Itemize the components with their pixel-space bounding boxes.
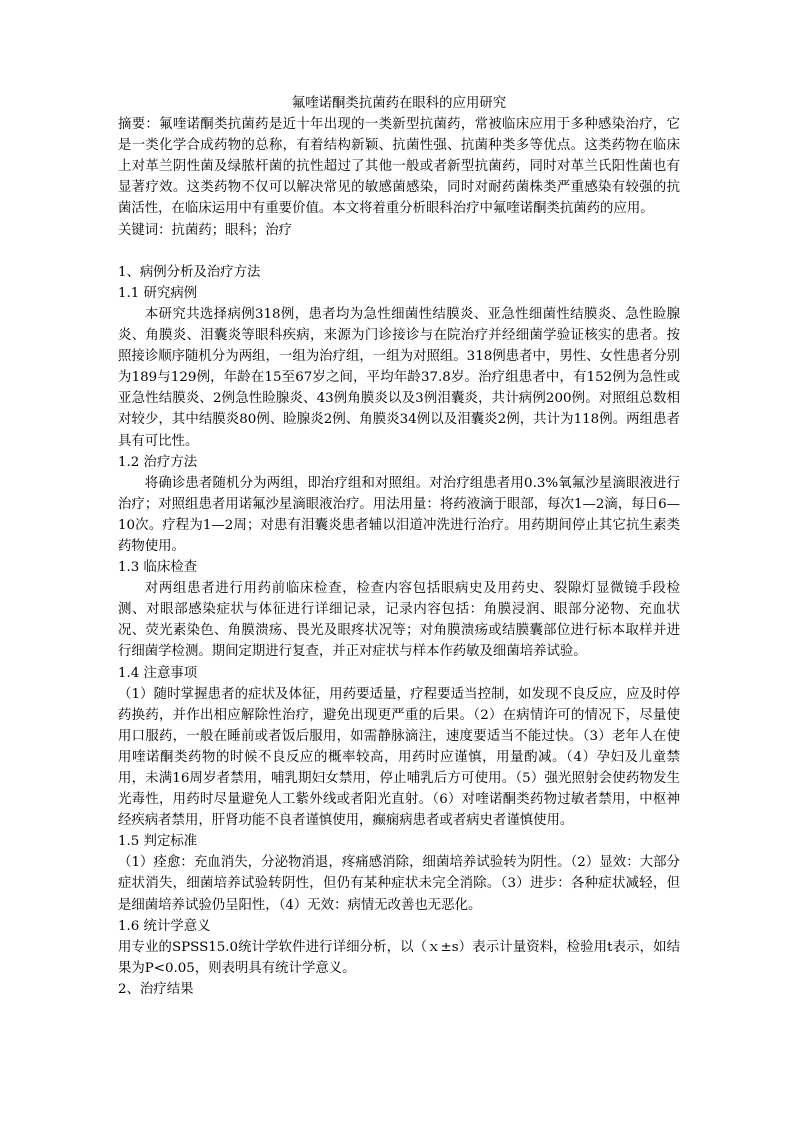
abstract-paragraph: 摘要：氟喹诺酮类抗菌药是近十年出现的一类新型抗菌药，常被临床应用于多种感染治疗，它是一类化学合成药物的总称，有着结构新颖、抗菌性强、抗菌种类多等优点。这类药物在临床上对革兰阴性菌及绿脓杆菌的抗性超过了其他一般或者新型抗菌药，同时对革兰氏阳性菌也有显著疗效。这类药物不仅可以解决常见的敏感菌感染，同时对耐药菌株类严重感染有较强的抗菌活性，在临床运用中有重要价值。本文将着重分析眼科治疗中氟喹诺酮类抗菌药的应用。 xyxy=(118,117,680,217)
subsection-1-4-heading: 1.4 注意事项 xyxy=(118,665,198,681)
blank-line xyxy=(118,241,680,262)
subsection-1-3-text: 对两组患者进行用药前临床检查，检查内容包括眼病史及用药史、裂隙灯显微镜手段检测、对眼部感染症状与体征进行详细记录，记录内容包括：角膜浸润、眼部分泌物、充血状况、荧光素染色、角膜溃疡、畏光及眼疼状况等；对角膜溃疡或结膜囊部位进行标本取样并进行细菌学检测。期间定期进行复查，并正对症状与样本作药敏及细菌培养试验。 xyxy=(118,581,680,660)
section-1-heading: 1、病例分析及治疗方法 xyxy=(118,264,261,280)
keywords-line: 关键词：抗菌药；眼科；治疗 xyxy=(118,222,293,238)
section-2-heading: 2、治疗结果 xyxy=(118,981,194,997)
subsection-1-6-text: 用专业的SPSS15.0统计学软件进行详细分析，以（ｘ±s）表示计量资料，检验用t表示，如结果为P<0.05，则表明具有统计学意义。 xyxy=(118,939,680,976)
subsection-1-6-heading: 1.6 统计学意义 xyxy=(118,918,211,934)
subsection-1-5-heading: 1.5 判定标准 xyxy=(118,834,198,850)
document-title: 氟喹诺酮类抗菌药在眼科的应用研究 xyxy=(291,96,507,111)
subsection-1-4-text: （1）随时掌握患者的症状及体征，用药要适量，疗程要适当控制，如发现不良反应，应及时停药换药，并作出相应解除性治疗，避免出现更严重的后果。（2）在病情许可的情况下，尽量使用口服药，一般在睡前或者饭后服用，如需静脉滴注，速度要适当不能过快。（3）老年人在使用喹诺酮类药物的时候不良反应的概率较高，用药时应谨慎，用量酌减。（4）孕妇及儿童禁用，未满16周岁者禁用，哺乳期妇女禁用，停止哺乳后方可使用。（5）强光照射会使药物发生光毒性，用药时尽量避免人工紫外线或者阳光直射。（6）对喹诺酮类药物过敏者禁用，中枢神经疾病者禁用，肝肾功能不良者谨慎使用，癫痫病患者或者病史者谨慎使用。 xyxy=(118,686,680,829)
subsection-1-1-heading: 1.1 研究病例 xyxy=(118,285,198,301)
subsection-1-5-text: （1）痊愈：充血消失，分泌物消退，疼痛感消除，细菌培养试验转为阴性。（2）显效：大部分症状消失，细菌培养试验转阴性，但仍有某种症状未完全消除。（3）进步：各种症状减轻，但是细菌培养试验仍呈阳性，（4）无效：病情无改善也无恶化。 xyxy=(118,855,680,913)
subsection-1-1-text: 本研究共选择病例318例，患者均为急性细菌性结膜炎、亚急性细菌性结膜炎、急性睑腺炎、角膜炎、泪囊炎等眼科疾病，来源为门诊接诊与在院治疗并经细菌学验证核实的患者。按照接诊顺序随机分为两组，一组为治疗组，一组为对照组。318例患者中，男性、女性患者分别为189与129例，年龄在15至67岁之间，平均年龄37.8岁。治疗组患者中，有152例为急性或亚急性结膜炎、2例急性睑腺炎、43例角膜炎以及3例泪囊炎，共计病例200例。对照组总数相对较少，其中结膜炎80例、睑腺炎2例、角膜炎34例以及泪囊炎2例，共计为118例。两组患者具有可比性。 xyxy=(118,306,680,449)
subsection-1-2-heading: 1.2 治疗方法 xyxy=(118,454,198,470)
subsection-1-3-heading: 1.3 临床检查 xyxy=(118,560,198,576)
subsection-1-2-text: 将确诊患者随机分为两组，即治疗组和对照组。对治疗组患者用0.3%氧氟沙星滴眼液进行治疗；对照组患者用诺氟沙星滴眼液治疗。用法用量：将药液滴于眼部，每次1—2滴，每日6—10次。疗程为1—2周；对患有泪囊炎患者辅以泪道冲洗进行治疗。用药期间停止其它抗生素类药物使用。 xyxy=(118,475,680,554)
document-page xyxy=(118,93,680,1000)
